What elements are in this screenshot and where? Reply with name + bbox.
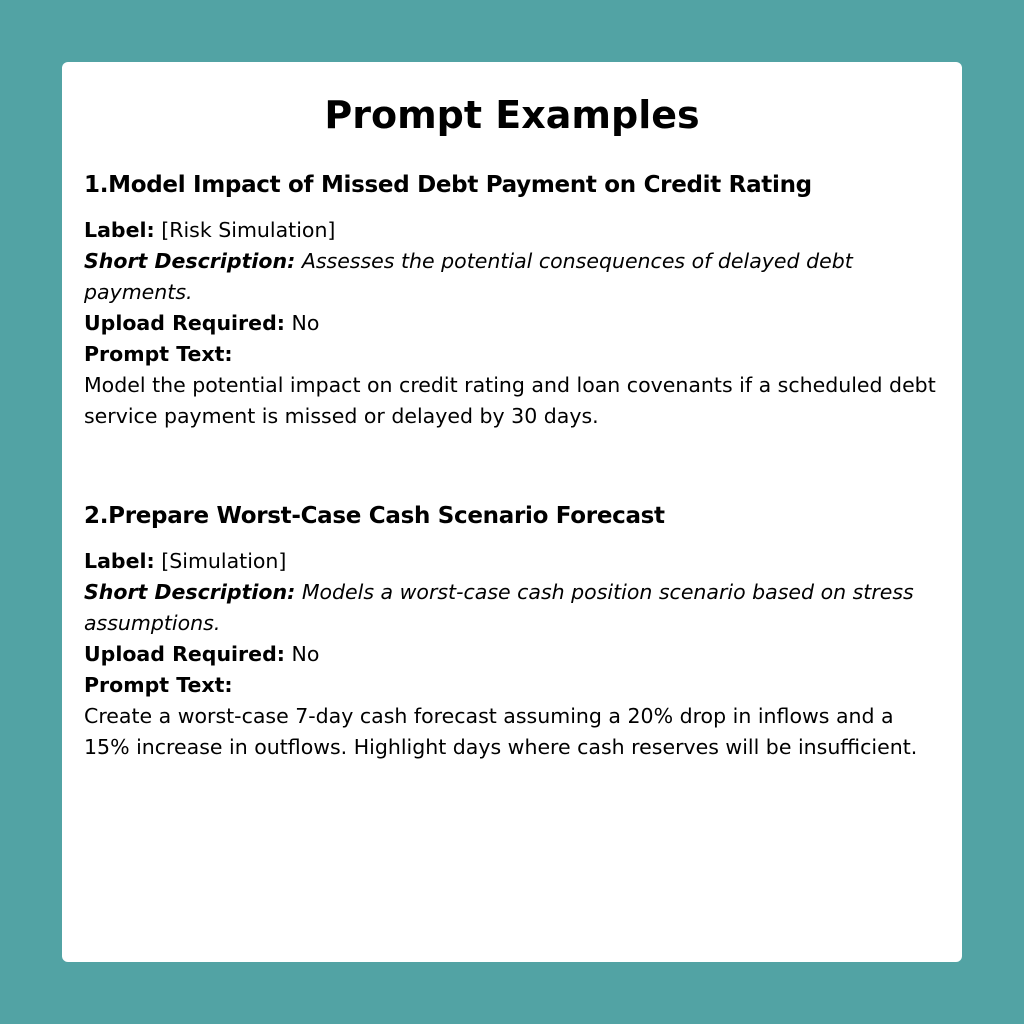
prompt-text: Model the potential impact on credit rating and loan covenants if a scheduled debt service payment is missed or delayed by 30 days. [84,373,936,428]
prompt-text-field [84,670,944,701]
upload-required-value: No [291,311,320,335]
label-field [84,215,944,246]
prompt-heading: 2.Prepare Worst-Case Cash Scenario Forecast [84,503,665,529]
short-description-key: Short Description: [84,249,296,273]
prompt-text-key: Prompt Text: [84,342,233,366]
prompt-example-1 [84,167,944,432]
short-description-value: Models a worst-case cash position scenario based on stress assumptions. [84,580,914,635]
prompt-heading: 1.Model Impact of Missed Debt Payment on Credit Rating [84,172,812,198]
short-description-key: Short Description: [84,580,296,604]
upload-required-field [84,639,944,670]
label-key: Label: [84,549,155,573]
short-description-value: Assesses the potential consequences of delayed debt payments. [84,249,853,304]
label-field [84,546,944,577]
upload-required-value: No [291,642,320,666]
page-title: Prompt Examples [324,93,700,137]
upload-required-key: Upload Required: [84,311,285,335]
label-key: Label: [84,218,155,242]
prompt-example-2 [84,498,944,763]
label-value: [Risk Simulation] [161,218,336,242]
prompt-text: Create a worst-case 7-day cash forecast assuming a 20% drop in inflows and a 15% increase in outflows. Highlight days where cash reserves will be insufficient. [84,704,918,759]
label-value: [Simulation] [161,549,287,573]
short-description-field [84,246,944,308]
upload-required-key: Upload Required: [84,642,285,666]
upload-required-field [84,308,944,339]
short-description-field [84,577,944,639]
prompt-text-field [84,339,944,370]
prompt-text-key: Prompt Text: [84,673,233,697]
